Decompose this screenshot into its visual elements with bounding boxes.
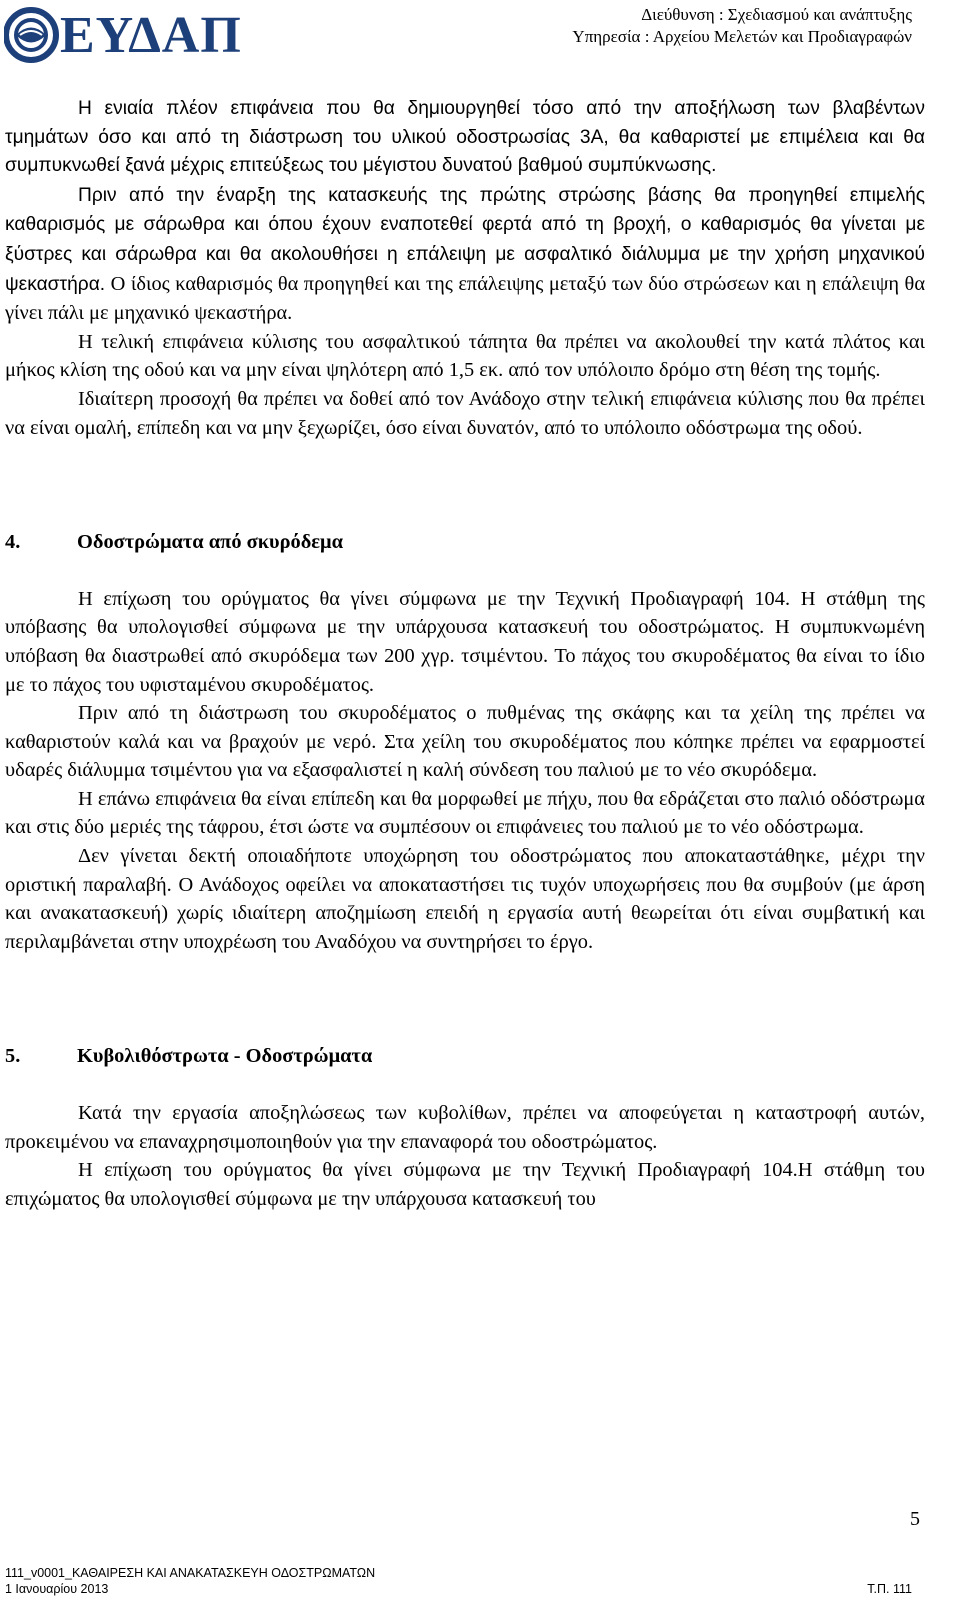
paragraph: Η επίχωση του ορύγματος θα γίνει σύμφωνα με την Τεχνική Προδιαγραφή 104.Η στάθμη του επιχώματος θα υπολογισθεί σύμφωνα με την υπάρχουσα κατασκευή του	[5, 1159, 925, 1210]
eydap-logo	[4, 6, 274, 64]
section-title: Κυβολιθόστρωτα - Οδοστρώματα	[77, 1045, 373, 1068]
page-header	[0, 0, 960, 70]
header-department-info	[572, 4, 912, 48]
document-body	[5, 95, 925, 1213]
section-number: 4.	[5, 531, 21, 554]
paragraph-text: Ο ίδιος καθαρισμός θα προηγηθεί και της επάλειψης μεταξύ των δύο στρώσεων και η επάλειψη θα γίνει πάλι με μηχανικό ψεκαστήρα.	[5, 272, 925, 325]
logo-emblem-icon	[4, 6, 60, 64]
paragraph: Δεν γίνεται δεκτή οποιαδήποτε υποχώρηση του οδοστρώματος που αποκαταστάθηκε, μέχρι την οριστική παραλαβή. Ο Ανάδοχος οφείλει να αποκαταστήσει τις τυχόν υποχωρήσεις που θα συμβούν (με άρση και ανακατασκευή) χωρίς ιδιαίτερη αποζημίωση επειδή η εργασία αυτή θεωρείται ότι είναι συμβατική και περιλαμβάνεται στην υποχρέωση του Αναδόχου να συντηρήσει το έργο.	[5, 845, 925, 953]
section-title: Οδοστρώματα από σκυρόδεμα	[77, 531, 343, 554]
section-heading	[5, 528, 925, 557]
paragraph: Κατά την εργασία αποξηλώσεως των κυβολίθων, πρέπει να αποφεύγεται η καταστροφή αυτών, προκειμένου να επαναχρησιμοποιηθούν για την επαναφορά του οδοστρώματος.	[5, 1102, 925, 1153]
paragraph: Η επάνω επιφάνεια θα είναι επίπεδη και θα μορφωθεί με πήχυ, που θα εδράζεται στο παλιό οδόστρωμα και στις δύο μεριές της τάφρου, έτσι ώστε να συμπέσουν οι επιφάνειες του παλιού με το νέο οδόστρωμα.	[5, 787, 925, 839]
paragraph: Πριν από τη διάστρωση του σκυροδέματος ο πυθμένας της σκάφης και τα χείλη της πρέπει να καθαριστούν καλά και να βραχούν με νερό. Στα χείλη του σκυροδέματος που κόπηκε πρέπει να εφαρμοστεί υδαρές διάλυμμα τσιμέντου για να εξασφαλιστεί η καλή σύνδεση του παλιού με το νέο σκυρόδεμα.	[5, 702, 925, 782]
footer-document-code: 111_v0001_ΚΑΘΑΙΡΕΣΗ ΚΑΙ ΑΝΑΚΑΤΑΣΚΕΥΗ ΟΔΟΣΤΡΩΜΑΤΩΝ	[5, 1566, 376, 1580]
paragraph: Ιδιαίτερη προσοχή θα πρέπει να δοθεί από τον Ανάδοχο στην τελική επιφάνεια κύλισης που θα πρέπει να είναι ομαλή, επίπεδη και να μην ξεχωρίζει, όσο είναι δυνατόν, από το υπόλοιπο οδόστρωμα της οδού.	[5, 387, 925, 439]
paragraph: Η επίχωση του ορύγματος θα γίνει σύμφωνα με την Τεχνική Προδιαγραφή 104. Η στάθμη της υπόβασης θα υπολογισθεί σύμφωνα με την υπάρχουσα κατασκευή του οδοστρώματος. Η συμπυκνωμένη υπόβαση θα διαστρωθεί από σκυρόδεμα των 200 χγρ. τσιμέντου. Το πάχος του σκυροδέματος θα είναι το ίδιο με το πάχος του υφισταμένου σκυροδέματος.	[5, 587, 925, 696]
header-directorate: Διεύθυνση : Σχεδιασμού και ανάπτυξης	[641, 5, 912, 24]
logo-wordmark: ΕΥΔΑΠ	[60, 7, 242, 64]
paragraph: Η ενιαία πλέον επιφάνεια που θα δημιουργηθεί τόσο από την αποξήλωση των βλαβέντων τμημάτων όσο και από τη διάστρωση του υλικού οδοστρωσίας 3Α, θα καθαριστεί με επιμέλεια και θα συμπυκνωθεί ξανά μέχρις επιτεύξεως του μέγιστου δυνατού βαθμού συμπύκνωσης.	[5, 98, 925, 177]
section-number: 5.	[5, 1045, 21, 1068]
footer-date: 1 Ιανουαρίου 2013	[5, 1582, 109, 1596]
paragraph: Η τελική επιφάνεια κύλισης του ασφαλτικού τάπητα θα πρέπει να ακολουθεί την κατά πλάτος και μήκος κλίση της οδού και να μην είναι ψηλότερη από 1,5 εκ. από τον υπόλοιπο δρόμο στη θέση της τομής.	[5, 330, 925, 382]
section-heading	[5, 1042, 925, 1071]
page-footer	[5, 1565, 375, 1597]
paragraph	[5, 181, 925, 328]
footer-spec-code: Τ.Π. 111	[867, 1582, 912, 1596]
page-number: 5	[910, 1508, 920, 1530]
paragraph-text: Πριν από την έναρξη της κατασκευής της πρώτης στρώσης βάσης θα προηγηθεί επιμελής καθαρισμός με σάρωθρα και όπου έχουν εναποτεθεί φερτά από τη βροχή, ο καθαρισμός θα γίνεται με ξύστρες και σάρωθρα και θα ακολουθήσει η επάλειψη με ασφαλτικό διάλυμμα με την χρήση μηχανικού ψεκαστήρα.	[5, 184, 925, 295]
header-service: Υπηρεσία : Αρχείου Μελετών και Προδιαγραφών	[572, 27, 912, 46]
